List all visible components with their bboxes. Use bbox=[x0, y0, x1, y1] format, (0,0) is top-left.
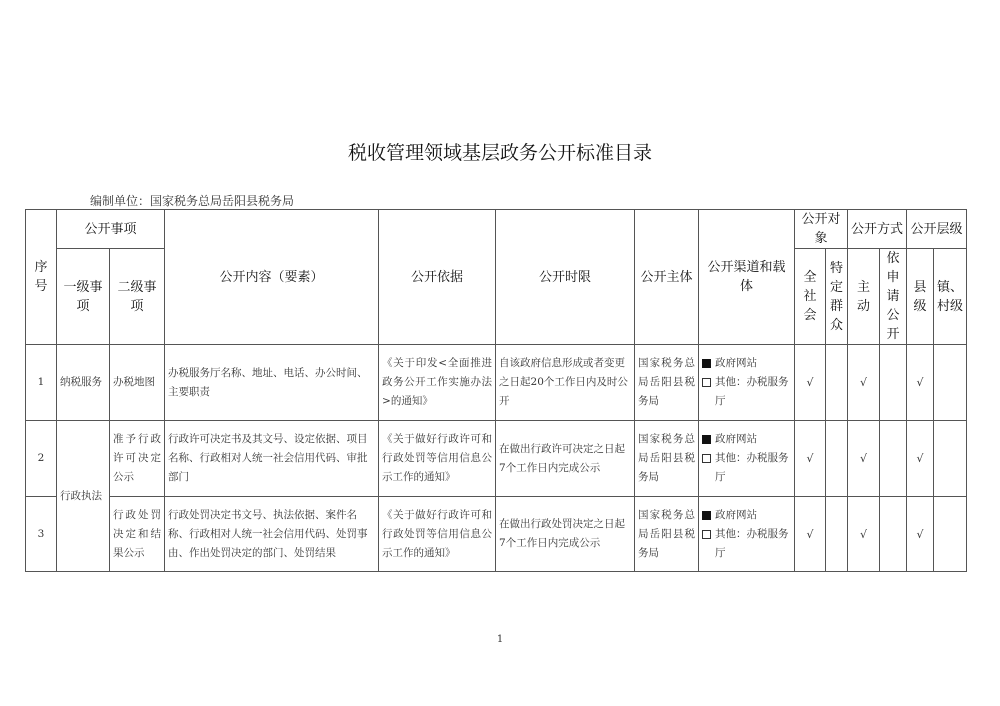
header-content: 公开内容（要素） bbox=[165, 210, 379, 345]
compiling-unit: 编制单位：国家税务总局岳阳县税务局 bbox=[90, 194, 295, 208]
cell-object-specific bbox=[826, 421, 848, 497]
cell-time-limit: 在做出行政许可决定之日起7个工作日内完成公示 bbox=[496, 421, 635, 497]
channel-website-label: 政府网站 bbox=[715, 508, 758, 521]
header-subject: 公开主体 bbox=[635, 210, 699, 345]
cell-level-town bbox=[934, 497, 967, 572]
checked-box-icon bbox=[702, 435, 711, 444]
cell-method-active: √ bbox=[848, 421, 880, 497]
document-title: 税收管理领域基层政务公开标准目录 bbox=[347, 142, 652, 164]
cell-level-town bbox=[934, 421, 967, 497]
cell-level1: 纳税服务 bbox=[57, 345, 110, 421]
cell-seq: 3 bbox=[26, 497, 57, 572]
checked-box-icon bbox=[702, 511, 711, 520]
cell-level-county: √ bbox=[907, 345, 934, 421]
cell-time-limit: 在做出行政处罚决定之日起7个工作日内完成公示 bbox=[496, 497, 635, 572]
channel-other-label: 其他：办税服务厅 bbox=[715, 452, 789, 483]
channel-website-label: 政府网站 bbox=[715, 357, 758, 369]
channel-website bbox=[702, 354, 791, 373]
header-method-active: 主动 bbox=[848, 249, 880, 345]
cell-object-all: √ bbox=[795, 421, 826, 497]
cell-object-specific bbox=[826, 497, 848, 572]
header-time-limit: 公开时限 bbox=[496, 210, 635, 345]
channel-other bbox=[702, 373, 791, 411]
header-level1: 一级事项 bbox=[57, 249, 110, 345]
header-level2: 二级事项 bbox=[110, 249, 165, 345]
unchecked-box-icon bbox=[702, 378, 711, 387]
header-level-county: 县级 bbox=[907, 249, 934, 345]
cell-level-town bbox=[934, 345, 967, 421]
channel-other-label: 其他：办税服务厅 bbox=[715, 376, 789, 407]
header-method-group: 公开方式 bbox=[848, 210, 907, 249]
header-object-all: 全社会 bbox=[795, 249, 826, 345]
channel-other bbox=[702, 449, 791, 487]
cell-level-county: √ bbox=[907, 421, 934, 497]
cell-level2: 办税地图 bbox=[110, 345, 165, 421]
cell-method-apply bbox=[880, 421, 907, 497]
cell-content: 办税服务厅名称、地址、电话、办公时间、主要职责 bbox=[165, 345, 379, 421]
cell-level2: 行政处罚决定和结果公示 bbox=[110, 497, 165, 572]
unchecked-box-icon bbox=[702, 530, 711, 539]
channel-other bbox=[702, 525, 791, 563]
table-row bbox=[26, 497, 967, 572]
page-number: 1 bbox=[496, 634, 504, 645]
cell-method-apply bbox=[880, 345, 907, 421]
channel-website bbox=[702, 506, 791, 525]
unchecked-box-icon bbox=[702, 454, 711, 463]
cell-channel bbox=[699, 345, 795, 421]
checked-box-icon bbox=[702, 359, 711, 368]
cell-level-county: √ bbox=[907, 497, 934, 572]
cell-basis: 《关于做好行政许可和行政处罚等信用信息公示工作的通知》 bbox=[379, 497, 496, 572]
cell-object-specific bbox=[826, 345, 848, 421]
cell-method-active: √ bbox=[848, 497, 880, 572]
header-method-apply: 依申请公开 bbox=[880, 249, 907, 345]
cell-channel bbox=[699, 497, 795, 572]
cell-level1: 行政执法 bbox=[57, 421, 110, 572]
cell-subject: 国家税务总局岳阳县税务局 bbox=[635, 497, 699, 572]
header-basis: 公开依据 bbox=[379, 210, 496, 345]
header-public-items: 公开事项 bbox=[57, 210, 165, 249]
cell-channel bbox=[699, 421, 795, 497]
cell-content: 行政许可决定书及其文号、设定依据、项目名称、行政相对人统一社会信用代码、审批部门 bbox=[165, 421, 379, 497]
header-object-specific: 特定群众 bbox=[826, 249, 848, 345]
cell-basis: 《关于印发<全面推进政务公开工作实施办法>的通知》 bbox=[379, 345, 496, 421]
cell-level2: 准予行政许可决定公示 bbox=[110, 421, 165, 497]
cell-method-active: √ bbox=[848, 345, 880, 421]
cell-basis: 《关于做好行政许可和行政处罚等信用信息公示工作的通知》 bbox=[379, 421, 496, 497]
cell-time-limit: 自该政府信息形成或者变更之日起20个工作日内及时公开 bbox=[496, 345, 635, 421]
header-seq: 序号 bbox=[26, 210, 57, 345]
header-level-group: 公开层级 bbox=[907, 210, 967, 249]
cell-seq: 1 bbox=[26, 345, 57, 421]
channel-website-label: 政府网站 bbox=[715, 433, 758, 445]
header-object-group: 公开对象 bbox=[795, 210, 848, 249]
channel-website bbox=[702, 430, 791, 449]
header-level-town: 镇、村级 bbox=[934, 249, 967, 345]
cell-content: 行政处罚决定书文号、执法依据、案件名称、行政相对人统一社会信用代码、处罚事由、作出处罚决定的部门、处罚结果 bbox=[165, 497, 379, 572]
header-channel: 公开渠道和载体 bbox=[699, 210, 795, 345]
table-row bbox=[26, 421, 967, 497]
channel-other-label: 其他：办税服务厅 bbox=[715, 527, 789, 559]
catalog-table bbox=[25, 209, 967, 572]
cell-subject: 国家税务总局岳阳县税务局 bbox=[635, 345, 699, 421]
table-row bbox=[26, 345, 967, 421]
cell-subject: 国家税务总局岳阳县税务局 bbox=[635, 421, 699, 497]
cell-method-apply bbox=[880, 497, 907, 572]
cell-object-all: √ bbox=[795, 345, 826, 421]
cell-seq: 2 bbox=[26, 421, 57, 497]
cell-object-all: √ bbox=[795, 497, 826, 572]
